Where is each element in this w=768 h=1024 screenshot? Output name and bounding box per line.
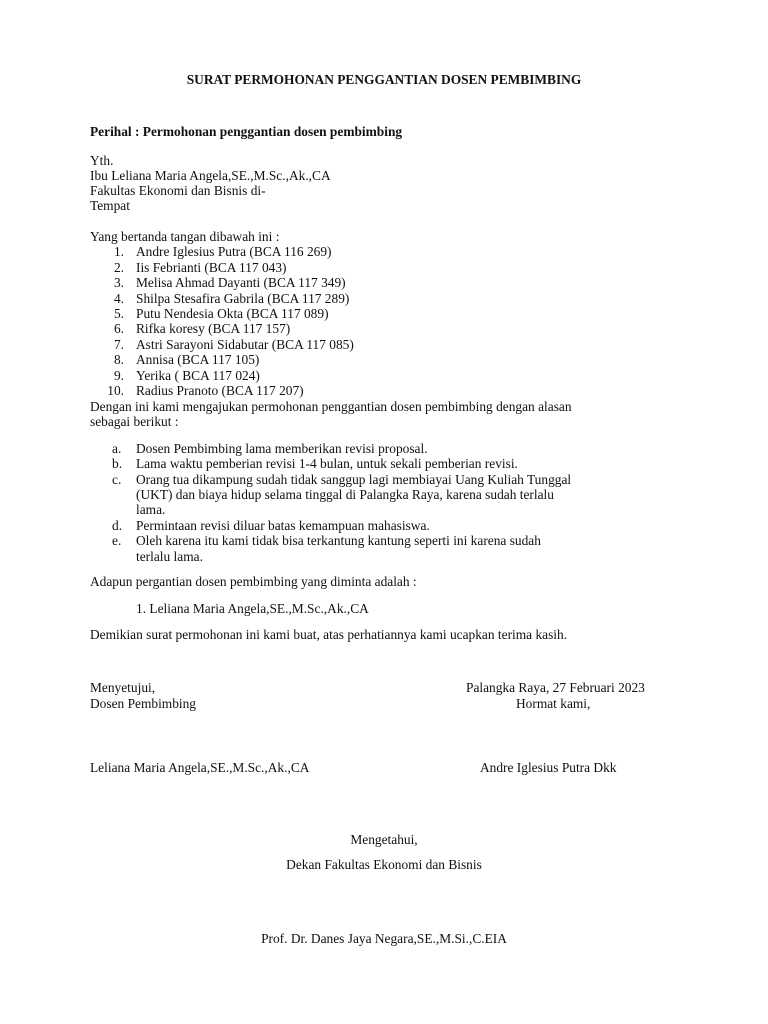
- reason-letter: e.: [112, 533, 122, 548]
- request-line-1: Dengan ini kami mengajukan permohonan penggantian dosen pembimbing dengan alasan: [90, 399, 572, 414]
- reason-item-cont: (UKT) dan biaya hidup selama tinggal di Palangka Raya, karena sudah terlalu: [136, 487, 554, 502]
- intro-text: Yang bertanda tangan dibawah ini :: [90, 229, 280, 244]
- list-item: Putu Nendesia Okta (BCA 117 089): [136, 306, 329, 321]
- reason-item: Lama waktu pemberian revisi 1-4 bulan, untuk sekali pemberian revisi.: [136, 456, 518, 471]
- letter-date: Palangka Raya, 27 Februari 2023: [466, 680, 645, 695]
- know-label: Mengetahui,: [350, 832, 418, 847]
- replacement-item: 1. Leliana Maria Angela,SE.,M.Sc.,Ak.,CA: [136, 601, 369, 616]
- reason-item: Oleh karena itu kami tidak bisa terkantung kantung seperti ini karena sudah: [136, 533, 541, 548]
- list-item-number: 1.: [113, 244, 124, 259]
- reason-item: Orang tua dikampung sudah tidak sanggup lagi membiayai Uang Kuliah Tunggal: [136, 472, 572, 487]
- list-item: Yerika ( BCA 117 024): [136, 368, 260, 383]
- address-faculty: Fakultas Ekonomi dan Bisnis di-: [90, 183, 266, 198]
- request-line-2: sebagai berikut :: [90, 414, 179, 429]
- list-item: Iis Febrianti (BCA 117 043): [136, 260, 287, 275]
- list-item-number: 6.: [113, 321, 124, 336]
- reason-letter: d.: [112, 518, 123, 533]
- list-item: Rifka koresy (BCA 117 157): [136, 321, 291, 336]
- reason-item: Permintaan revisi diluar batas kemampuan mahasiswa.: [136, 518, 430, 533]
- reason-item: Dosen Pembimbing lama memberikan revisi proposal.: [136, 441, 428, 456]
- list-item-number: 10.: [107, 383, 124, 398]
- list-item-number: 8.: [113, 352, 124, 367]
- list-item-number: 9.: [113, 368, 124, 383]
- address-yth: Yth.: [90, 153, 114, 168]
- letter-title: SURAT PERMOHONAN PENGGANTIAN DOSEN PEMBIMBING: [186, 72, 582, 87]
- list-item: Shilpa Stesafira Gabrila (BCA 117 289): [136, 291, 350, 306]
- reason-item-cont: terlalu lama.: [136, 549, 203, 564]
- address-name: Ibu Leliana Maria Angela,SE.,M.Sc.,Ak.,CA: [90, 168, 331, 183]
- replacement-intro: Adapun pergantian dosen pembimbing yang diminta adalah :: [90, 574, 417, 589]
- advisor-name: Leliana Maria Angela,SE.,M.Sc.,Ak.,CA: [90, 760, 310, 775]
- address-place: Tempat: [90, 198, 130, 213]
- list-item-number: 4.: [113, 291, 124, 306]
- regards-label: Hormat kami,: [516, 696, 591, 711]
- list-item: Astri Sarayoni Sidabutar (BCA 117 085): [136, 337, 354, 352]
- approve-label: Menyetujui,: [90, 680, 156, 695]
- dean-name: Prof. Dr. Danes Jaya Negara,SE.,M.Si.,C.EIA: [261, 931, 507, 946]
- reason-letter: a.: [112, 441, 122, 456]
- list-item: Andre Iglesius Putra (BCA 116 269): [136, 244, 332, 259]
- advisor-role: Dosen Pembimbing: [90, 696, 197, 711]
- subject-line: Perihal : Permohonan penggantian dosen pembimbing: [90, 124, 403, 139]
- list-item: Radius Pranoto (BCA 117 207): [136, 383, 304, 398]
- list-item-number: 2.: [113, 260, 124, 275]
- reason-letter: b.: [112, 456, 123, 471]
- sender-name: Andre Iglesius Putra Dkk: [480, 760, 617, 775]
- list-item-number: 5.: [113, 306, 124, 321]
- reason-item-cont: lama.: [136, 502, 166, 517]
- closing-text: Demikian surat permohonan ini kami buat, atas perhatiannya kami ucapkan terima kasih.: [90, 627, 568, 642]
- reason-letter: c.: [112, 472, 122, 487]
- list-item-number: 3.: [113, 275, 124, 290]
- list-item-number: 7.: [113, 337, 124, 352]
- list-item: Annisa (BCA 117 105): [136, 352, 260, 367]
- list-item: Melisa Ahmad Dayanti (BCA 117 349): [136, 275, 346, 290]
- dean-role: Dekan Fakultas Ekonomi dan Bisnis: [286, 857, 482, 872]
